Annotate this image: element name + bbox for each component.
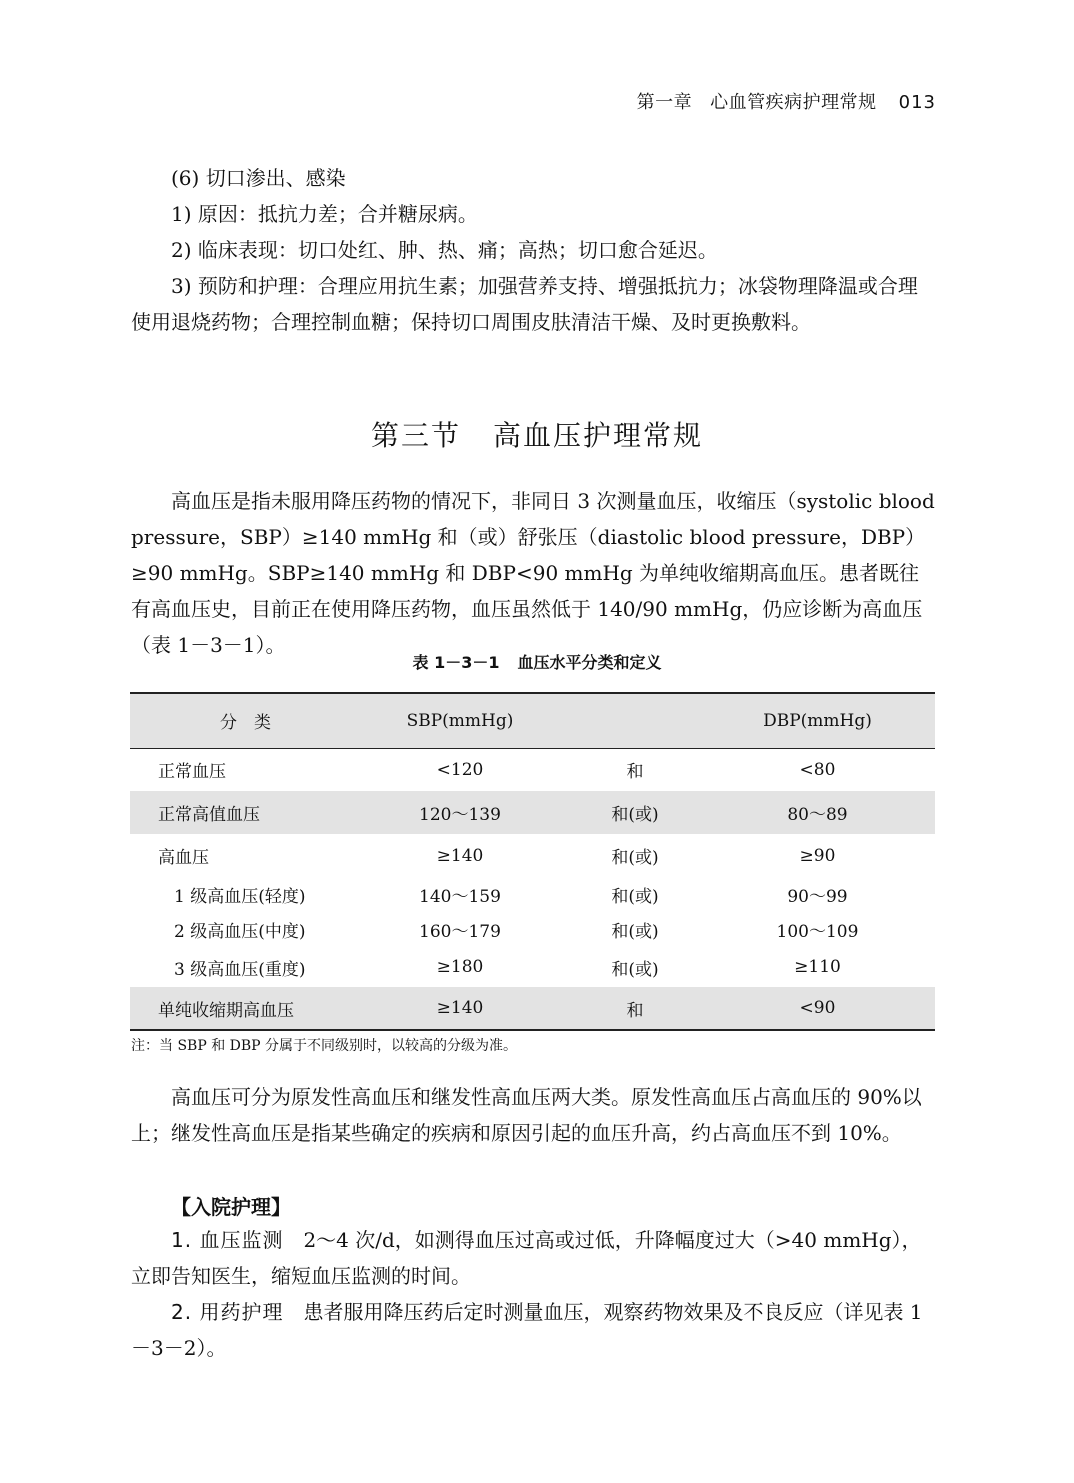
table-row bbox=[130, 912, 935, 947]
table-header-row bbox=[130, 693, 935, 748]
table-row bbox=[130, 748, 935, 791]
medication-label: 2. 用药护理 bbox=[171, 1300, 284, 1324]
row-category: 3 级高血压(重度) bbox=[174, 959, 306, 980]
section-title bbox=[0, 414, 1074, 454]
bp-classification-table bbox=[130, 692, 935, 1031]
row-sbp: ≥140 bbox=[436, 845, 484, 866]
bp-monitoring-text: 2～4 次/d，如测得血压过高或过低，升降幅度过大（>40 mmHg），立即告知医生，缩短血压监测的时间。 bbox=[131, 1228, 922, 1288]
row-dbp: ≥90 bbox=[799, 845, 836, 866]
row-sbp: 160～179 bbox=[419, 922, 501, 942]
table-caption-title: 血压水平分类和定义 bbox=[517, 653, 662, 672]
row-connector: 和(或) bbox=[611, 805, 659, 825]
table-row bbox=[130, 791, 935, 834]
row-connector: 和 bbox=[626, 762, 644, 783]
row-sbp: 140～159 bbox=[419, 887, 501, 907]
intro-prevention: 3) 预防和护理：合理应用抗生素；加强营养支持、增强抵抗力；冰袋物理降温或合理使用退烧药物；合理控制血糖；保持切口周围皮肤清洁干燥、及时更换敷料。 bbox=[131, 274, 918, 334]
table-row bbox=[130, 834, 935, 877]
row-category: 正常血压 bbox=[158, 762, 226, 783]
section-number: 第三节 bbox=[370, 419, 461, 452]
row-connector: 和(或) bbox=[611, 959, 659, 980]
row-connector: 和(或) bbox=[611, 848, 659, 868]
row-connector: 和(或) bbox=[611, 922, 659, 942]
table-caption-number: 表 1－3－1 bbox=[412, 653, 500, 672]
section-name: 高血压护理常规 bbox=[493, 419, 704, 452]
table-row bbox=[130, 987, 935, 1030]
table-caption bbox=[0, 650, 1074, 673]
row-connector: 和 bbox=[626, 1000, 644, 1021]
row-dbp: 80～89 bbox=[787, 805, 848, 825]
row-sbp: ≥140 bbox=[436, 998, 484, 1018]
medication-text: 患者服用降压药后定时测量血压，观察药物效果及不良反应（详见表 1－3－2）。 bbox=[131, 1300, 923, 1360]
table-note: 注：当 SBP 和 DBP 分属于不同级别时，以较高的分级为准。 bbox=[131, 1038, 518, 1054]
row-dbp: <90 bbox=[799, 998, 836, 1018]
row-category: 1 级高血压(轻度) bbox=[174, 887, 306, 907]
intro-cause: 1) 原因：抵抗力差；合并糖尿病。 bbox=[171, 202, 478, 226]
bp-monitoring-label: 1. 血压监测 bbox=[171, 1228, 284, 1252]
row-connector: 和(或) bbox=[611, 887, 659, 907]
row-dbp: 100～109 bbox=[776, 922, 859, 942]
table-row bbox=[130, 877, 935, 912]
medication-item bbox=[131, 1294, 936, 1366]
row-sbp: <120 bbox=[436, 759, 484, 780]
page-number: 013 bbox=[898, 92, 936, 113]
bp-monitoring-item bbox=[131, 1222, 936, 1294]
header-category: 分 类 bbox=[220, 713, 271, 734]
header-connector bbox=[570, 693, 700, 748]
row-dbp: ≥110 bbox=[794, 957, 841, 977]
admission-heading: 【入院护理】 bbox=[171, 1195, 291, 1219]
row-dbp: <80 bbox=[799, 759, 836, 780]
types-paragraph: 高血压可分为原发性高血压和继发性高血压两大类。原发性高血压占高血压的 90%以上；继发性高血压是指某些确定的疾病和原因引起的血压升高，约占高血压不到 10%。 bbox=[131, 1085, 922, 1145]
row-category: 单纯收缩期高血压 bbox=[158, 1000, 294, 1021]
row-category: 高血压 bbox=[158, 848, 209, 868]
running-header bbox=[637, 88, 936, 114]
header-dbp: DBP(mmHg) bbox=[763, 710, 872, 731]
row-dbp: 90～99 bbox=[787, 887, 848, 907]
row-category: 2 级高血压(中度) bbox=[174, 922, 306, 942]
header-title: 心血管疾病护理常规 bbox=[710, 92, 877, 113]
intro-heading: (6) 切口渗出、感染 bbox=[171, 166, 346, 190]
definition-paragraph: 高血压是指未服用降压药物的情况下，非同日 3 次测量血压，收缩压（systolic blood pressure，SBP）≥140 mmHg 和（或）舒张压（diastolic blood pressure，DBP）≥90 mmHg。SBP≥140 mmHg 和 DBP<90 mmHg 为单纯收缩期高血压。患者既往有高血压史，目前正在使用降压药物，血压虽然低于 140/90 mmHg，仍应诊断为高血压（表 1－3－1）。 bbox=[131, 489, 935, 657]
header-sbp: SBP(mmHg) bbox=[406, 710, 514, 731]
row-sbp: ≥180 bbox=[436, 957, 484, 977]
table-row bbox=[130, 947, 935, 987]
row-sbp: 120～139 bbox=[419, 805, 501, 825]
row-category: 正常高值血压 bbox=[158, 805, 260, 825]
header-chapter: 第一章 bbox=[636, 92, 693, 113]
intro-symptoms: 2) 临床表现：切口处红、肿、热、痛；高热；切口愈合延迟。 bbox=[171, 238, 718, 262]
